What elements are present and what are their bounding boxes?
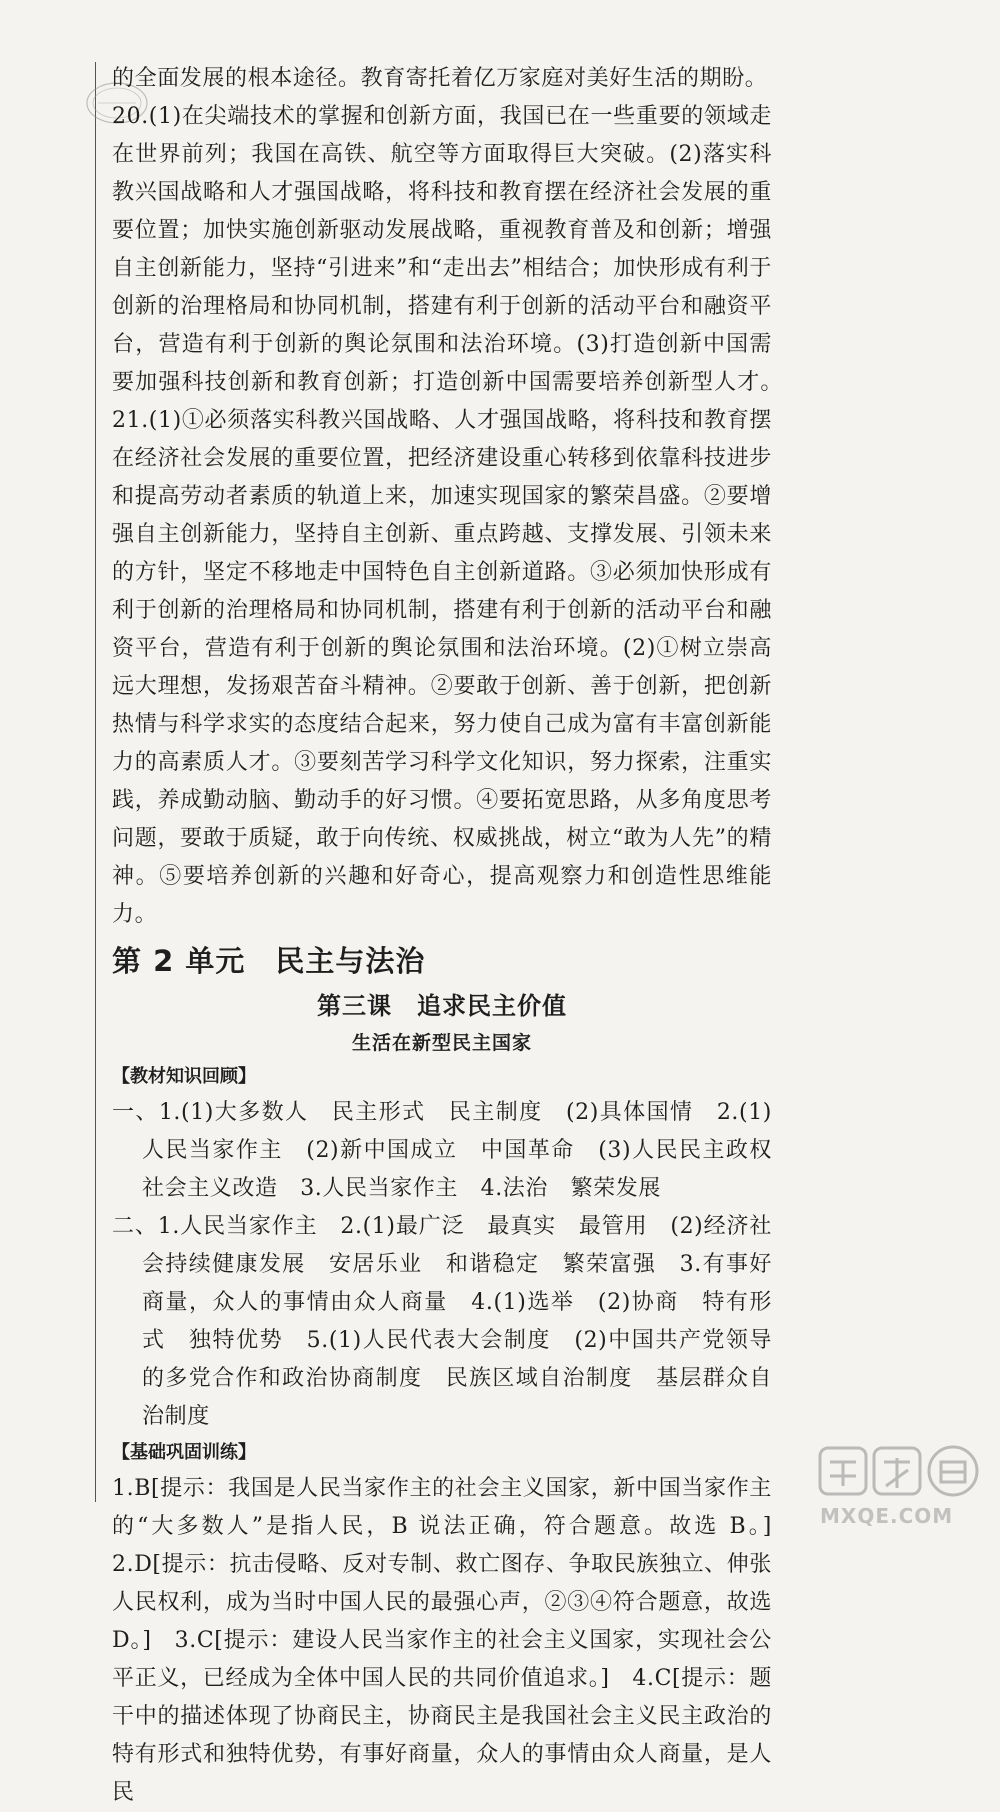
watermark-logo-icon: [790, 1440, 990, 1510]
unit-heading: 第 2 单元 民主与法治: [112, 944, 426, 978]
main-content: [112, 60, 795, 1812]
margin-rule: [95, 62, 96, 1502]
watermark: [790, 1440, 990, 1535]
lesson-title: 第三课 追求民主价值: [317, 992, 567, 1020]
practice-answers: 1.B[提示：我国是人民当家作主的社会主义国家，新中国当家作主的“大多数人”是指人民，B 说法正确，符合题意。故选 B。] 2.D[提示：抗击侵略、反对专制、救亡图存、争取民族独立、伸张人民权利，成为当时中国人民的最强心声，②③④符合题意，故选 D。] 3.C[提示：建设人民当家作主的社会主义国家，实现社会公平正义，已经成为全体中国人民的共同价值追求。] 4.C[提示：题干中的描述体现了协商民主，协商民主是我国社会主义民主政治的特有形式和独特优势，有事好商量，众人的事情由众人商量，是人民: [112, 1476, 795, 1805]
watermark-text: MXQE.COM: [820, 1504, 954, 1528]
section-heading-review: 【教材知识回顾】: [112, 1066, 256, 1087]
review-item-1: 一、1.(1)大多数人 民主形式 民主制度 (2)具体国情 2.(1)人民当家作主 (2)新中国成立 中国革命 (3)人民民主政权 社会主义改造 3.人民当家作主 4.法治 繁荣发展: [112, 1100, 795, 1201]
review-item-2: 二、1.人民当家作主 2.(1)最广泛 最真实 最管用 (2)经济社会持续健康发展 安居乐业 和谐稳定 繁荣富强 3.有事好商量，众人的事情由众人商量 4.(1)选举 (2)协商 特有形式 独特优势 5.(1)人民代表大会制度 (2)中国共产党领导的多党合作和政治协商制度 民族区域自治制度 基层群众自治制度: [112, 1214, 772, 1429]
paragraph-answers-20-21: 20.(1)在尖端技术的掌握和创新方面，我国已在一些重要的领域走在世界前列；我国在高铁、航空等方面取得巨大突破。(2)落实科教兴国战略和人才强国战略，将科技和教育摆在经济社会发展的重要位置；加快实施创新驱动发展战略，重视教育普及和创新；增强自主创新能力，坚持“引进来”和“走出去”相结合；加快形成有利于创新的治理格局和协同机制，搭建有利于创新的活动平台和融资平台，营造有利于创新的舆论氛围和法治环境。(3)打造创新中国需要加强科技创新和教育创新；打造创新中国需要培养创新型人才。 21.(1)①必须落实科教兴国战略、人才强国战略，将科技和教育摆在经济社会发展的重要位置，把经济建设重心转移到依靠科技进步和提高劳动者素质的轨道上来，加速实现国家的繁荣昌盛。②要增强自主创新能力，坚持自主创新、重点跨越、支撑发展、引领未来的方针，坚定不移地走中国特色自主创新道路。③必须加快形成有利于创新的治理格局和协同机制，搭建有利于创新的活动平台和融资平台，营造有利于创新的舆论氛围和法治环境。(2)①树立崇高远大理想，发扬艰苦奋斗精神。②要敢于创新、善于创新，把创新热情与科学求实的态度结合起来，努力使自己成为富有丰富创新能力的高素质人才。③要刻苦学习科学文化知识，努力探索，注重实践，养成勤动脑、勤动手的好习惯。④要拓宽思路，从多角度思考问题，要敢于质疑，敢于向传统、权威挑战，树立“敢为人先”的精神。⑤要培养创新的兴趣和好奇心，提高观察力和创造性思维能力。: [112, 104, 795, 927]
section-heading-practice: 【基础巩固训练】: [112, 1442, 256, 1463]
paragraph-continued: 的全面发展的根本途径。教育寄托着亿万家庭对美好生活的期盼。: [112, 66, 768, 91]
lesson-subtitle: 生活在新型民主国家: [351, 1032, 532, 1054]
